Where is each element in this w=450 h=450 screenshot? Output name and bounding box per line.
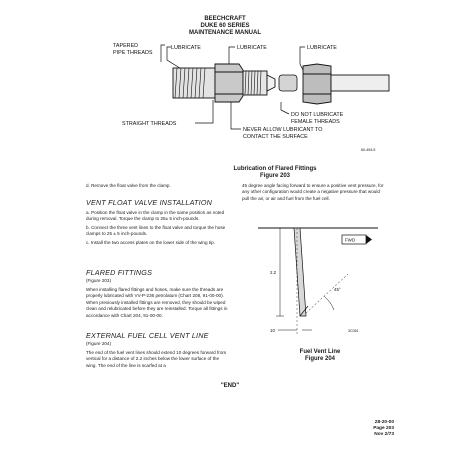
figure-203-title: Lubrication of Flared Fittings (233, 166, 317, 172)
footer-chapter: 28-20-00 (374, 420, 394, 425)
page-footer (373, 420, 394, 438)
angle-10-label: 10 (270, 328, 275, 333)
fwd-label: FWD (345, 237, 355, 243)
step-c: c. Install the two access plates on the lower side of the wing tip. (86, 239, 215, 245)
callout-tapered: TAPERED (113, 43, 139, 49)
footer-page: Page 203 (373, 426, 394, 431)
angle-45-label: 45° (334, 287, 341, 292)
figure-203-caption (150, 166, 400, 180)
end-marker: "END" (220, 383, 240, 389)
header-series: DUKE 60 SERIES (200, 23, 250, 29)
callout-do-not-lubricate: DO NOT LUBRICATE (291, 112, 344, 118)
header-company: BEECHCRAFT (204, 16, 246, 22)
figure-204-caption (265, 349, 375, 363)
figure-203-number: Figure 203 (259, 173, 290, 179)
vent-float-steps (86, 210, 230, 246)
figure-204-number: Figure 204 (304, 356, 335, 362)
callout-female-threads: FEMALE THREADS (291, 119, 340, 125)
figure-203-drawing-number: 60-494-5 (361, 148, 376, 152)
flared-fittings-body: When installing flared fittings and hoses, make sure the threads are properly lubricated with VV-P-236 petrolatum (Chart 208, 91-00-00). When previously installed fittings are removed, they should be wiped clean and relubricated before they are reinstalled. Torque all fittings in accordance with Chart 204, 91-00-00. (86, 287, 228, 318)
callout-never-allow: NEVER ALLOW LUBRICANT TO (243, 127, 323, 133)
callout-straight-threads: STRAIGHT THREADS (122, 121, 177, 127)
heading-external-fuel-cell-vent-line: EXTERNAL FUEL CELL VENT LINE (86, 331, 209, 340)
external-vent-figure-ref: (Figure 204) (86, 341, 112, 346)
heading-flared-fittings: FLARED FITTINGS (86, 268, 153, 277)
figure-204-drawing-number: 3C051 (348, 329, 359, 333)
step-b: b. Connect the three vent lines to the float valve and torque the hose clamps to 25 ± 5 inch-pounds. (86, 224, 226, 237)
callout-lubricate-3: LUBRICATE (307, 45, 337, 51)
step-d: d. Remove the float valve from the clamp. (86, 183, 171, 188)
figure-204-title: Fuel Vent Line (299, 349, 341, 355)
heading-vent-float-valve-installation: VENT FLOAT VALVE INSTALLATION (86, 198, 213, 207)
header-manual: MAINTENANCE MANUAL (189, 30, 261, 36)
page-header (0, 16, 450, 37)
dim-2-2-label: 2.2 (270, 270, 277, 275)
flared-fittings-figure-ref: (Figure 203) (86, 278, 112, 283)
callout-lubricate-1: LUBRICATE (171, 45, 201, 51)
figure-204-illustration (240, 218, 380, 346)
right-column-body: 45 degree angle facing forward to ensure a positive vent pressure, for any other configuration would create a negative pressure that would pull the air, or air and fuel from the fuel cell. (242, 183, 384, 201)
callout-lubricate-2: LUBRICATE (237, 45, 267, 51)
callout-pipe-threads: PIPE THREADS (113, 50, 153, 56)
footer-date: Nov 2/73 (374, 432, 394, 437)
callout-contact-surface: CONTACT THE SURFACE (243, 134, 308, 140)
external-vent-body: The end of the fuel vent lines should extend 10 degrees forward from vertical for a distance of 2.2 inches below the lower surface of the wing. The end of the line is scarfed at a (86, 350, 227, 368)
step-a: a. Position the float valve in the clamp in the same position as noted during removal. Torque the clamp to 25± 5 inch-pounds. (86, 210, 225, 222)
figure-203-illustration (95, 38, 395, 160)
